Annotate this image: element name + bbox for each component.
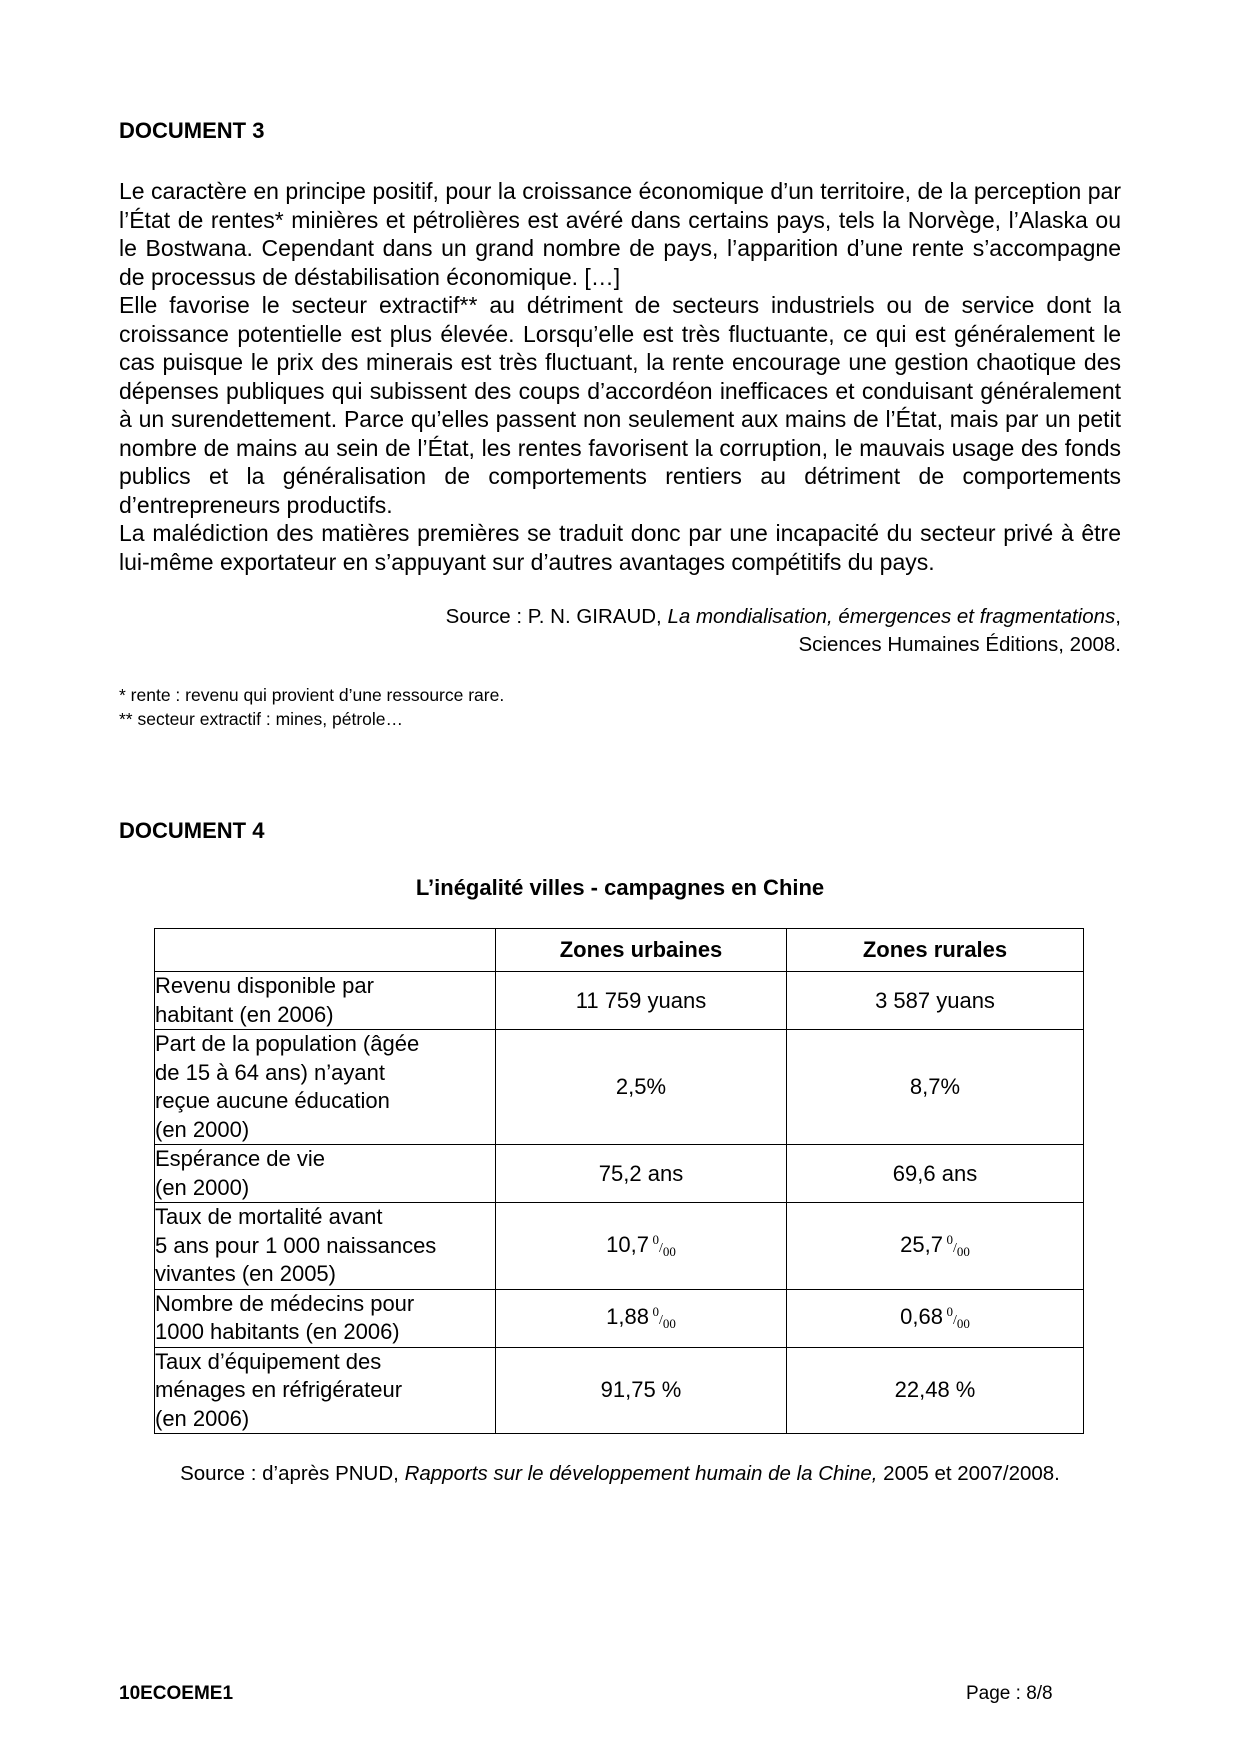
column-header: Zones rurales: [787, 929, 1084, 972]
row-label: [155, 1289, 496, 1347]
rural-value: 69,6 ans: [892, 1160, 978, 1186]
data-table: [154, 928, 1084, 1434]
rural-value: 3 587 yuans: [875, 987, 995, 1013]
rural-value: 8,7%: [909, 1074, 961, 1099]
row-label-line: Revenu disponible par: [155, 973, 374, 998]
per-mille-symbol: [649, 1304, 676, 1331]
column-header: Zones urbaines: [496, 929, 787, 972]
source-suffix: 2005 et 2007/2008.: [877, 1462, 1060, 1485]
row-label-line: 1000 habitants (en 2006): [155, 1319, 400, 1344]
row-label-line: (en 2000): [155, 1174, 250, 1200]
table-header-row: [155, 929, 1084, 972]
source-title: Rapports sur le développement humain de la Chine,: [404, 1462, 878, 1485]
table-row: [155, 1203, 1084, 1290]
urban-value: 2,5%: [615, 1074, 667, 1099]
row-label: [155, 1030, 496, 1145]
source-prefix: Source : d’après PNUD,: [180, 1462, 405, 1485]
rural-value: 25,7: [900, 1231, 943, 1257]
urban-value-cell: [496, 1030, 787, 1145]
document-4-source: [0, 1462, 1240, 1486]
row-label: [155, 1145, 496, 1203]
urban-value: 10,7: [606, 1231, 649, 1257]
per-mille-slash: /: [952, 1240, 957, 1256]
footnote: * rente : revenu qui provient d’une ressource rare.: [119, 685, 505, 705]
per-mille-slash: /: [658, 1313, 663, 1328]
urban-value-cell: [496, 1347, 787, 1434]
source-prefix: Source : P. N. GIRAUD,: [445, 605, 668, 628]
rural-value-cell: [787, 1030, 1084, 1145]
table-row: [155, 1289, 1084, 1347]
document-4-heading: DOCUMENT 4: [119, 818, 265, 843]
per-mille-sub: 00: [956, 1316, 970, 1331]
per-mille-symbol: [943, 1231, 970, 1259]
urban-value-cell: [496, 1289, 787, 1347]
urban-value: 11 759 yuans: [575, 987, 707, 1013]
row-label-line: Taux d’équipement des: [155, 1348, 382, 1374]
document-3-heading: DOCUMENT 3: [119, 118, 265, 143]
paragraph: La malédiction des matières premières se traduit donc par une incapacité du secteur privé à être lui-même exportateur en s’appuyant sur d’autres avantages compétitifs du pays.: [119, 520, 1121, 575]
row-label-line: Espérance de vie: [155, 1146, 325, 1171]
row-label-line: vivantes (en 2005): [155, 1261, 336, 1286]
paragraph: Le caractère en principe positif, pour la croissance économique d’un territoire, de la perception par l’État de rentes* minières et pétrolières est avéré dans certains pays, tels la Norvège, l’Alaska ou le Bostwana. Cependant dans un grand nombre de pays, l’apparition d’une rente s’accompagne de processus de déstabilisation économique. […]: [119, 178, 1121, 290]
per-mille-sub: 00: [662, 1243, 676, 1259]
source-title: La mondialisation, émergences et fragmentations: [667, 605, 1116, 628]
table-row: [155, 1030, 1084, 1145]
rural-value: 22,48 %: [894, 1377, 976, 1403]
document-code: 10ECOEME1: [119, 1683, 234, 1704]
table-row: [155, 972, 1084, 1030]
row-label-line: reçue aucune éducation: [155, 1088, 390, 1113]
rural-value: 0,68: [900, 1304, 943, 1329]
urban-value-cell: [496, 1145, 787, 1203]
per-mille-slash: /: [658, 1240, 663, 1256]
urban-value-cell: [496, 1203, 787, 1290]
per-mille-sup: 0: [652, 1231, 659, 1247]
row-label: [155, 972, 496, 1030]
source-publisher: Sciences Humaines Éditions, 2008.: [798, 633, 1121, 656]
row-label-line: (en 2000): [155, 1116, 250, 1142]
row-label-line: (en 2006): [155, 1405, 250, 1431]
row-label-line: de 15 à 64 ans) n’ayant: [155, 1059, 385, 1085]
row-label-line: Taux de mortalité avant: [155, 1204, 383, 1229]
page-number: Page : 8/8: [966, 1683, 1053, 1704]
per-mille-sup: 0: [946, 1304, 953, 1319]
per-mille-sup: 0: [946, 1231, 953, 1247]
table-row: [155, 1347, 1084, 1434]
table-title: L’inégalité villes - campagnes en Chine: [415, 875, 825, 900]
rural-value-cell: [787, 1145, 1084, 1203]
footnote: ** secteur extractif : mines, pétrole…: [119, 709, 403, 729]
source-suffix: ,: [1115, 605, 1121, 628]
rural-value-cell: [787, 1203, 1084, 1290]
row-label-line: 5 ans pour 1 000 naissances: [155, 1232, 437, 1258]
row-label-line: habitant (en 2006): [155, 1001, 334, 1027]
per-mille-sup: 0: [652, 1304, 659, 1319]
document-3-source: [446, 603, 1121, 659]
rural-value-cell: [787, 972, 1084, 1030]
document-3-text: [119, 177, 1121, 576]
urban-value: 75,2 ans: [598, 1160, 684, 1186]
per-mille-sub: 00: [662, 1316, 676, 1331]
row-label-line: Nombre de médecins pour: [155, 1290, 415, 1316]
rural-value-cell: [787, 1289, 1084, 1347]
urban-value-cell: [496, 972, 787, 1030]
per-mille-symbol: [649, 1231, 676, 1259]
urban-value: 1,88: [606, 1304, 649, 1329]
per-mille-slash: /: [952, 1313, 957, 1328]
per-mille-sub: 00: [956, 1243, 970, 1259]
paragraph: Elle favorise le secteur extractif** au détriment de secteurs industriels ou de service dont la croissance potentielle est plus élevée. Lorsqu’elle est très fluctuante, ce qui est généralement le cas puisque le prix des minerais est très fluctuant, la rente encourage une gestion chaotique des dépenses publiques qui subissent des coups d’accordéon inefficaces et conduisant généralement à un surendettement. Parce qu’elles passent non seulement aux mains de l’État, mais par un petit nombre de mains au sein de l’État, les rentes favorisent la corruption, le mauvais usage des fonds publics et la généralisation de comportements rentiers au détriment de comportements d’entrepreneurs productifs.: [119, 292, 1121, 518]
row-label: [155, 1203, 496, 1290]
rural-value-cell: [787, 1347, 1084, 1434]
urban-value: 91,75 %: [600, 1377, 682, 1403]
footnotes: [119, 683, 504, 731]
per-mille-symbol: [943, 1304, 970, 1331]
row-label: [155, 1347, 496, 1434]
column-header: [155, 929, 496, 972]
table-row: [155, 1145, 1084, 1203]
row-label-line: ménages en réfrigérateur: [155, 1377, 403, 1402]
row-label-line: Part de la population (âgée: [155, 1031, 420, 1056]
